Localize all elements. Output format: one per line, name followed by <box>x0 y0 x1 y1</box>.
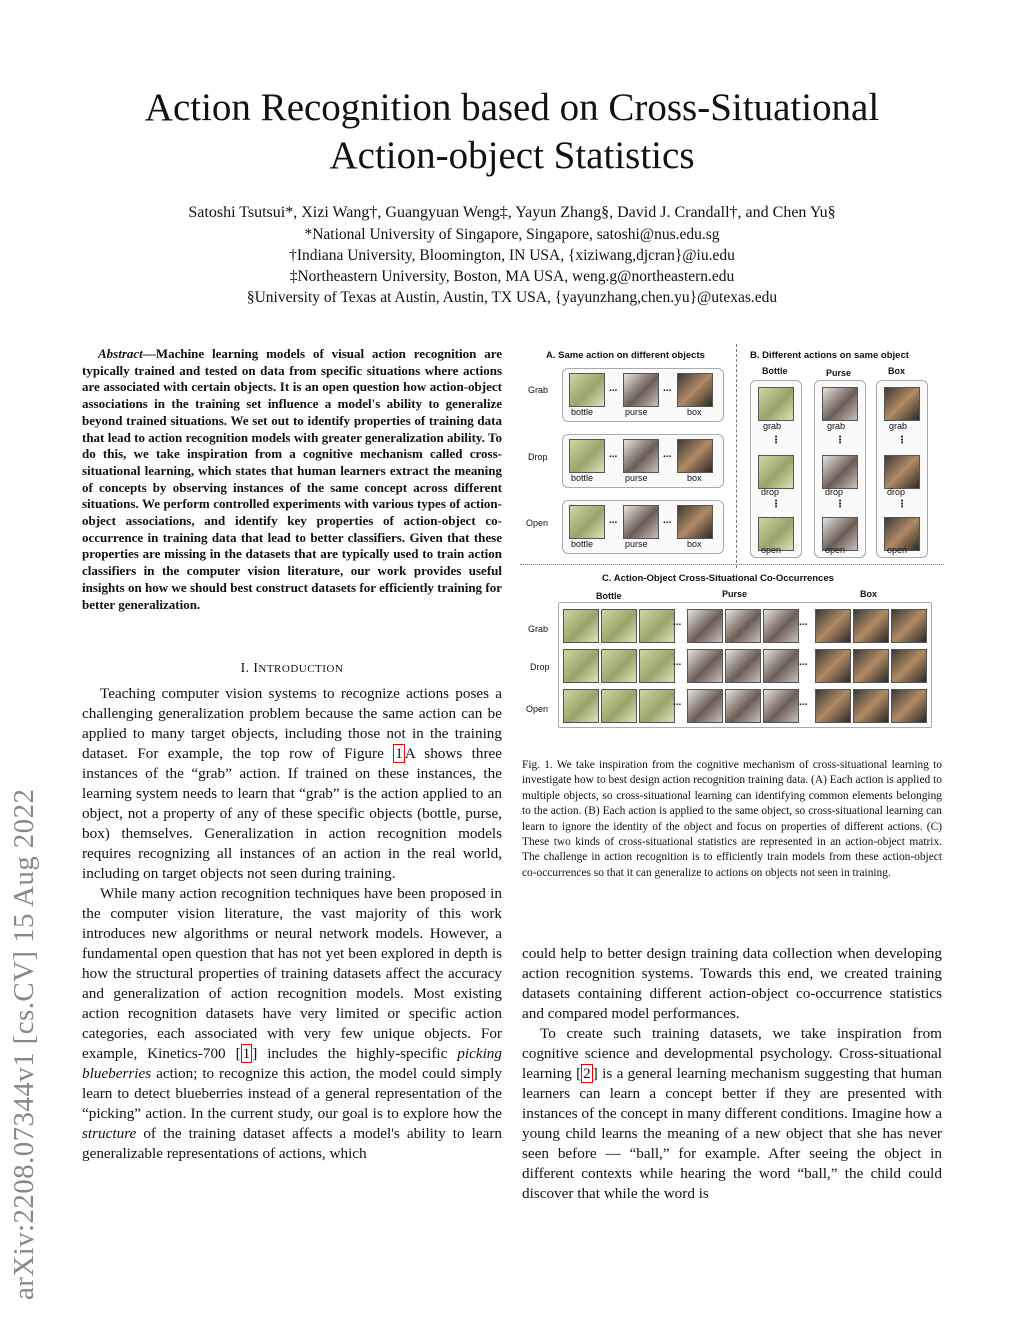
panel-b-column-purse <box>814 380 866 558</box>
italic-run: structure <box>82 1125 137 1142</box>
action-label: open <box>761 545 782 555</box>
column-label-purse: Purse <box>826 368 852 378</box>
text-run: To create such training datasets, we take inspiration from cognitive science and developmental psychology. Cross-situational learning [ <box>522 1025 942 1082</box>
intro-paragraph-3: could help to better design training data collection when developing action recognition systems. Towards this end, we created training datasets containing different action-object co-occurrence statistics and compared model performances. <box>522 945 942 1022</box>
citation-link[interactable]: 2 <box>583 1065 591 1082</box>
matrix-col-bottle: Bottle <box>596 591 622 601</box>
image-thumbnail <box>563 609 599 643</box>
object-label: bottle <box>571 539 594 549</box>
image-thumbnail <box>639 689 675 723</box>
text-run: ] is a general learning mechanism suggesting that human learners can learn a concept better if they are presented with instances of the concept in many different conditions. Imagine how a young child learns the meaning of a new object that she has never seen before — “ball,” for example. After seeing the object in different contexts while hearing the word “ball,” the child could discover that while the word is <box>522 1065 942 1202</box>
action-label: drop <box>825 487 844 497</box>
image-thumbnail <box>601 609 637 643</box>
section-number: I. <box>240 660 250 675</box>
object-label: bottle <box>571 407 594 417</box>
image-thumbnail <box>822 455 858 489</box>
figure-1 <box>520 340 946 740</box>
vertical-ellipsis: ⋮ <box>835 435 845 446</box>
panel-divider-horizontal <box>520 564 944 565</box>
author-list: Satoshi Tsutsui*, Xizi Wang†, Guangyuan Weng‡, Yayun Zhang§, David J. Crandall†, and Chen Yu§ <box>188 204 836 221</box>
image-thumbnail <box>569 439 605 473</box>
image-thumbnail <box>569 373 605 407</box>
matrix-row-drop: Drop <box>530 662 550 672</box>
panel-c-title: C. Action-Object Cross-Situational Co-Occurrences <box>602 573 834 584</box>
object-label: purse <box>625 407 648 417</box>
row-label-open: Open <box>526 518 549 528</box>
image-thumbnail <box>639 649 675 683</box>
vertical-ellipsis: ⋮ <box>897 499 907 510</box>
image-thumbnail <box>758 455 794 489</box>
text-run: action; to recognize this action, the model could simply learn to detect blueberries instead of a general representation of the “picking” action. In the current study, our goal is to explore how the <box>82 1065 502 1122</box>
object-label: box <box>687 539 702 549</box>
object-label: purse <box>625 473 648 483</box>
image-thumbnail <box>725 609 761 643</box>
image-thumbnail <box>563 649 599 683</box>
ellipsis: ... <box>673 617 682 628</box>
image-thumbnail <box>677 373 713 407</box>
column-label-bottle: Bottle <box>762 366 788 376</box>
ellipsis: ... <box>663 449 672 460</box>
matrix-col-box: Box <box>860 589 878 599</box>
image-thumbnail <box>758 387 794 421</box>
ellipsis: ... <box>609 515 618 526</box>
image-thumbnail <box>725 689 761 723</box>
vertical-ellipsis: ⋮ <box>897 435 907 446</box>
text-run: While many action recognition techniques have been proposed in the computer vision literature, the vast majority of this work introduces new algorithms or neural network models. However, a fundamental open question that has not yet been explored in depth is how the structural properties of training datasets affect the accuracy and generalization of action recognition models. Most existing action recognition datasets have very limited or specific action categories, each associated with very few unique objects. For example, Kinetics-700 [ <box>82 885 502 1062</box>
abstract-text: —Machine learning models of visual action recognition are typically trained and tested on data from specific situations where actions are associated with certain objects. It is an open question how action-object associations in the training set influence a model's ability to generalize beyond trained situations. We set out to identify properties of training data that lead to action recognition models with greater generalization ability. To do this, we take inspiration from a cognitive mechanism called cross-situational learning, which states that human learners extract the meaning of concepts by observing instances of the same concept across different situations. We perform controlled experiments with various types of action-object associations, and identify key properties of action-object co-occurrence in training data that lead to better classifiers. Given that these properties are missing in the datasets that are typically used to train action classifiers in the computer vision literature, our work provides useful insights on how we should best construct datasets for efficiently training for better generalization. <box>82 346 502 612</box>
image-thumbnail <box>853 649 889 683</box>
panel-b-title: B. Different actions on same object <box>750 350 909 361</box>
image-thumbnail <box>601 649 637 683</box>
image-thumbnail <box>639 609 675 643</box>
section-name-rest: NTRODUCTION <box>258 663 344 675</box>
action-label: open <box>887 545 908 555</box>
image-thumbnail <box>884 387 920 421</box>
panel-a-row-grab <box>562 368 724 422</box>
action-label: grab <box>827 421 846 431</box>
ellipsis: ... <box>799 657 808 668</box>
ellipsis: ... <box>609 383 618 394</box>
image-thumbnail <box>815 689 851 723</box>
figure-caption: Fig. 1. We take inspiration from the cognitive mechanism of cross-situational learning to investigate how to best design action recognition training data. (A) Each action is applied to multiple objects, so cross-situational learning can identifying common elements belonging to the action. (B) Each action is applied to the same object, so cross-situational learning can learn to ignore the identity of the object and focus on properties of different actions. (C) These two kinds of cross-situational statistics are represented in an action-object matrix. The challenge in action recognition is to efficiently train models from these action-object co-occurrences so that it can generalize to actions on objects not seen in training. <box>522 759 942 879</box>
text-run: Teaching computer vision systems to recognize actions poses a challenging generalization problem because the same action can be applied to many target objects, including those not in the training dataset. For example, the top row of Figure <box>82 685 502 762</box>
image-thumbnail <box>687 609 723 643</box>
matrix-row-open: Open <box>526 704 549 714</box>
ellipsis: ... <box>609 449 618 460</box>
panel-b-column-box <box>876 380 928 558</box>
image-thumbnail <box>884 455 920 489</box>
image-thumbnail <box>623 505 659 539</box>
ellipsis: ... <box>663 383 672 394</box>
object-label: purse <box>625 539 648 549</box>
vertical-ellipsis: ⋮ <box>771 435 781 446</box>
intro-left-column <box>82 684 502 1164</box>
column-label-box: Box <box>888 366 906 376</box>
image-thumbnail <box>569 505 605 539</box>
action-label: open <box>825 545 846 555</box>
intro-paragraph-2 <box>82 884 502 1164</box>
intro-right-column <box>522 944 942 1204</box>
title-line-2: Action-object Statistics <box>329 134 695 177</box>
row-label-drop: Drop <box>528 452 548 462</box>
action-label: drop <box>761 487 780 497</box>
image-thumbnail <box>822 387 858 421</box>
text-run: ] includes the highly-specific <box>252 1045 458 1062</box>
image-thumbnail <box>891 609 927 643</box>
ellipsis: ... <box>799 697 808 708</box>
image-thumbnail <box>623 373 659 407</box>
ellipsis: ... <box>673 697 682 708</box>
panel-a-row-open <box>562 500 724 554</box>
action-label: grab <box>763 421 782 431</box>
image-thumbnail <box>687 689 723 723</box>
image-thumbnail <box>815 649 851 683</box>
figure-link[interactable]: 1 <box>395 745 403 762</box>
object-label: bottle <box>571 473 594 483</box>
panel-divider <box>736 344 737 568</box>
panel-b-column-bottle <box>750 380 802 558</box>
row-label-grab: Grab <box>528 385 549 395</box>
text-run: of the training dataset affects a model's ability to learn generalizable representations of actions, which <box>82 1125 502 1162</box>
affiliation-2: †Indiana University, Bloomington, IN USA, {xiziwang,djcran}@iu.edu <box>289 247 735 264</box>
image-thumbnail <box>815 609 851 643</box>
panel-a-title: A. Same action on different objects <box>546 350 705 361</box>
title-line-1: Action Recognition based on Cross-Situational <box>144 86 880 129</box>
abstract <box>82 346 502 613</box>
image-thumbnail <box>687 649 723 683</box>
image-thumbnail <box>623 439 659 473</box>
section-name-first: I <box>253 660 259 675</box>
vertical-ellipsis: ⋮ <box>771 499 781 510</box>
ellipsis: ... <box>799 617 808 628</box>
affiliation-4: §University of Texas at Austin, Austin, TX USA, {yayunzhang,chen.yu}@utexas.edu <box>246 289 778 306</box>
vertical-ellipsis: ⋮ <box>835 499 845 510</box>
image-thumbnail <box>763 649 799 683</box>
image-thumbnail <box>853 689 889 723</box>
abstract-lead: Abstract <box>98 346 143 361</box>
image-thumbnail <box>891 649 927 683</box>
text-run: A shows three instances of the “grab” action. If trained on these instances, the learning system needs to learn that “grab” is the action applied to an object, not a property of any of these specific objects (bottle, purse, box) themselves. Generalization in action recognition models requires recognizing all instances of an action in the real world, including on target objects not seen during training. <box>82 745 502 882</box>
arxiv-identifier: arXiv:2208.07344v1 [cs.CV] 15 Aug 2022 <box>8 788 40 1300</box>
intro-paragraph-4 <box>522 1024 942 1204</box>
image-thumbnail <box>891 689 927 723</box>
image-thumbnail <box>563 689 599 723</box>
italic-run: picking blueberries <box>82 1045 502 1082</box>
panel-a-row-drop <box>562 434 724 488</box>
matrix-row-grab: Grab <box>528 624 549 634</box>
image-thumbnail <box>677 439 713 473</box>
object-label: box <box>687 473 702 483</box>
affiliation-1: *National University of Singapore, Singapore, satoshi@nus.edu.sg <box>304 226 720 243</box>
matrix-col-purse: Purse <box>722 589 748 599</box>
ellipsis: ... <box>663 515 672 526</box>
image-thumbnail <box>601 689 637 723</box>
affiliation-3: ‡Northeastern University, Boston, MA USA, weng.g@northeastern.edu <box>289 268 735 285</box>
action-label: grab <box>889 421 908 431</box>
object-label: box <box>687 407 702 417</box>
citation-link[interactable]: 1 <box>242 1045 251 1062</box>
paper-title <box>80 84 944 180</box>
section-heading <box>82 660 502 676</box>
ellipsis: ... <box>673 657 682 668</box>
intro-paragraph-1 <box>82 684 502 884</box>
image-thumbnail <box>853 609 889 643</box>
image-thumbnail <box>763 609 799 643</box>
action-object-matrix <box>558 602 932 728</box>
image-thumbnail <box>677 505 713 539</box>
image-thumbnail <box>725 649 761 683</box>
image-thumbnail <box>763 689 799 723</box>
action-label: drop <box>887 487 906 497</box>
